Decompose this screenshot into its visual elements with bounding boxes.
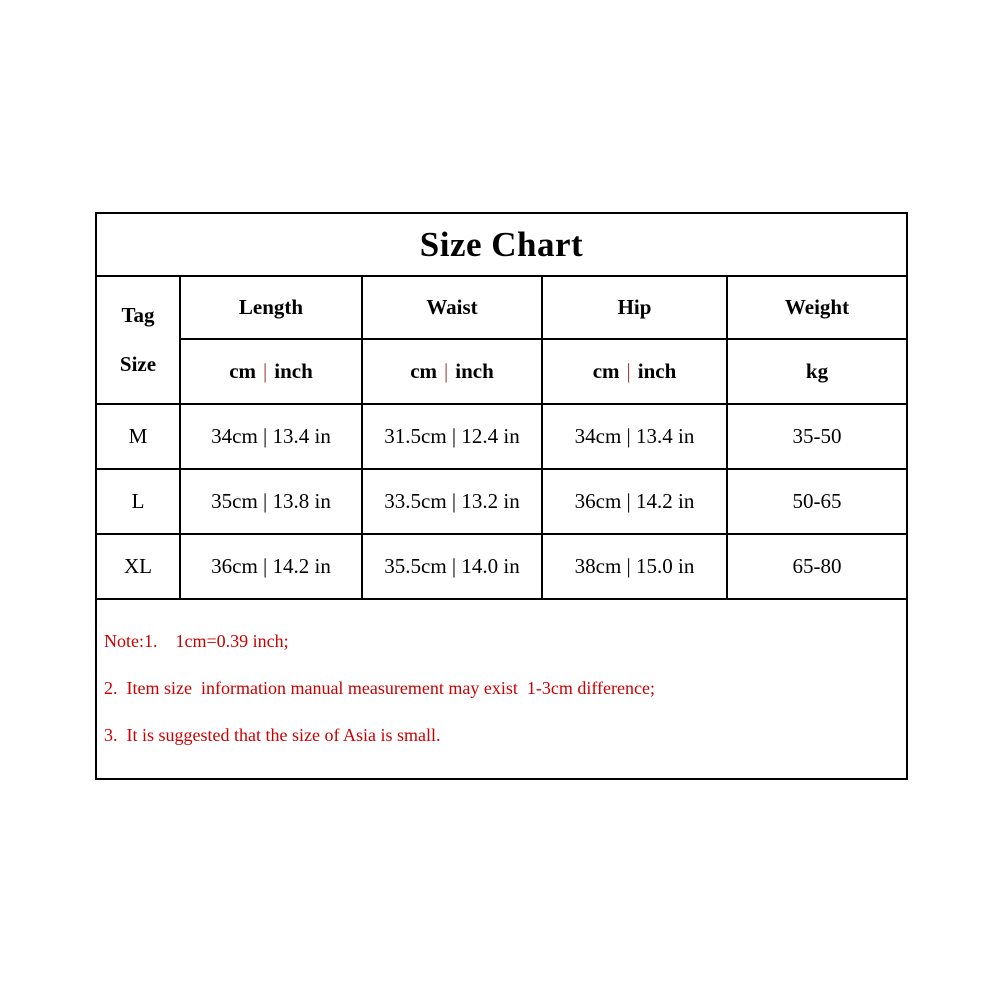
unit-cm-label: cm [410,359,438,383]
unit-header-hip [543,340,728,405]
row-label-xl: XL [97,535,181,600]
table-title: Size Chart [97,214,906,277]
unit-inch-label: inch [455,359,494,383]
unit-cm-label: cm [229,359,257,383]
cell-l-length: 35cm | 13.8 in [181,470,363,535]
corner-label-tag: Tag [121,303,155,327]
unit-inch-label: inch [274,359,313,383]
row-label-l: L [97,470,181,535]
cell-m-length: 34cm | 13.4 in [181,405,363,470]
cell-xl-hip: 38cm | 15.0 in [543,535,728,600]
unit-header-length [181,340,363,405]
cell-xl-waist: 35.5cm | 14.0 in [363,535,543,600]
unit-header-waist [363,340,543,405]
cell-xl-length: 36cm | 14.2 in [181,535,363,600]
cell-m-hip: 34cm | 13.4 in [543,405,728,470]
pipe-separator: | [444,359,449,383]
cell-l-hip: 36cm | 14.2 in [543,470,728,535]
note-line-1: Note:1. 1cm=0.39 inch; [104,631,289,652]
col-header-hip: Hip [543,277,728,340]
pipe-separator: | [626,359,631,383]
note-line-2: 2. Item size information manual measurement may exist 1-3cm difference; [104,678,655,699]
corner-tag-size-cell [97,277,181,405]
col-header-waist: Waist [363,277,543,340]
cell-m-waist: 31.5cm | 12.4 in [363,405,543,470]
cell-l-waist: 33.5cm | 13.2 in [363,470,543,535]
size-chart-table [95,212,908,780]
unit-cm-label: cm [592,359,620,383]
col-header-length: Length [181,277,363,340]
pipe-separator: | [263,359,268,383]
cell-l-weight: 50-65 [728,470,906,535]
unit-header-weight: kg [728,340,906,405]
note-line-3: 3. It is suggested that the size of Asia is small. [104,725,441,746]
cell-m-weight: 35-50 [728,405,906,470]
corner-label-size: Size [119,352,157,376]
row-label-m: M [97,405,181,470]
notes-section [97,600,906,778]
col-header-weight: Weight [728,277,906,340]
unit-inch-label: inch [637,359,677,383]
cell-xl-weight: 65-80 [728,535,906,600]
